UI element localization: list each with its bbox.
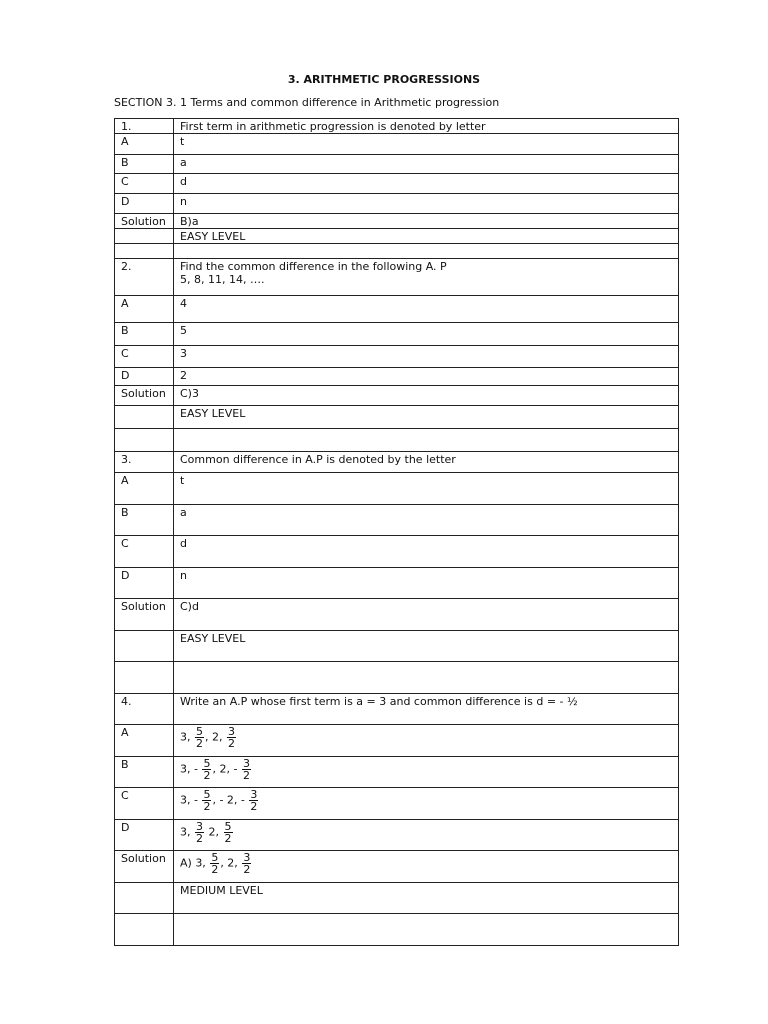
q3-question: Common difference in A.P is denoted by the letter: [174, 452, 679, 473]
denominator: 2: [243, 863, 251, 876]
math-text: 3, -: [180, 762, 198, 776]
math-text: 2,: [208, 825, 219, 839]
fraction: [242, 852, 251, 875]
empty-cell: [115, 631, 174, 662]
q4-question-row: [115, 694, 679, 725]
math-text: 3,: [180, 730, 191, 744]
fraction: [210, 852, 219, 875]
solution-text: C)3: [174, 386, 679, 406]
q2-question-line2: 5, 8, 11, 14, ….: [180, 273, 265, 286]
q4-level-row: [115, 883, 679, 914]
spacer-row: [115, 429, 679, 452]
option-label: A: [115, 134, 174, 155]
option-math: [174, 788, 679, 820]
solution-math: [174, 851, 679, 883]
denominator: 2: [250, 800, 258, 813]
q1-option-c-row: [115, 174, 679, 194]
empty-cell: [115, 406, 174, 429]
option-label: A: [115, 725, 174, 757]
numerator: 3: [250, 788, 258, 801]
q4-number: 4.: [115, 694, 174, 725]
q2-option-d-row: [115, 368, 679, 386]
math-expression: [180, 821, 234, 844]
empty-cell: [115, 244, 174, 259]
denominator: 2: [211, 863, 219, 876]
level-text: EASY LEVEL: [174, 631, 679, 662]
q2-option-b-row: [115, 323, 679, 346]
q2-question: [174, 259, 679, 296]
numerator: 5: [211, 851, 219, 864]
option-label: C: [115, 174, 174, 194]
q2-question-row: [115, 259, 679, 296]
empty-cell: [174, 914, 679, 946]
option-label: C: [115, 788, 174, 820]
math-text: 3,: [180, 825, 191, 839]
math-expression: [180, 789, 259, 812]
level-text: EASY LEVEL: [174, 406, 679, 429]
denominator: 2: [203, 769, 211, 782]
option-label: A: [115, 296, 174, 323]
option-label: C: [115, 536, 174, 568]
option-label: D: [115, 568, 174, 599]
q2-number: 2.: [115, 259, 174, 296]
option-label: B: [115, 757, 174, 788]
solution-label: Solution: [115, 386, 174, 406]
option-label: B: [115, 505, 174, 536]
math-expression: [180, 758, 252, 781]
q4-option-d-row: [115, 820, 679, 851]
numerator: 3: [243, 851, 251, 864]
fraction: [242, 758, 251, 781]
q3-option-d-row: [115, 568, 679, 599]
math-text: , 2,: [220, 856, 238, 870]
q4-option-b-row: [115, 757, 679, 788]
option-text: a: [174, 155, 679, 174]
solution-label: Solution: [115, 851, 174, 883]
option-text: d: [174, 536, 679, 568]
empty-cell: [174, 429, 679, 452]
option-label: B: [115, 155, 174, 174]
option-label: B: [115, 323, 174, 346]
level-text: EASY LEVEL: [174, 229, 679, 244]
section-heading: SECTION 3. 1 Terms and common difference in Arithmetic progression: [114, 96, 500, 109]
q1-option-b-row: [115, 155, 679, 174]
spacer-row: [115, 914, 679, 946]
q1-option-d-row: [115, 194, 679, 214]
fraction: [224, 821, 233, 844]
option-label: A: [115, 473, 174, 505]
solution-label: Solution: [115, 214, 174, 229]
q2-solution-row: [115, 386, 679, 406]
empty-cell: [115, 429, 174, 452]
q3-level-row: [115, 631, 679, 662]
fraction: [249, 789, 258, 812]
option-label: D: [115, 194, 174, 214]
numerator: 3: [228, 725, 235, 738]
q1-number: 1.: [115, 119, 174, 134]
solution-text: B)a: [174, 214, 679, 229]
empty-cell: [174, 244, 679, 259]
fraction: [195, 821, 204, 844]
math-text: , 2,: [205, 730, 223, 744]
q1-level-row: [115, 229, 679, 244]
denominator: 2: [196, 737, 203, 750]
option-text: n: [174, 568, 679, 599]
empty-cell: [115, 662, 174, 694]
option-text: d: [174, 174, 679, 194]
option-text: 2: [174, 368, 679, 386]
q1-solution-row: [115, 214, 679, 229]
q4-question: Write an A.P whose first term is a = 3 and common difference is d = - ½: [174, 694, 679, 725]
math-text: A) 3,: [180, 856, 206, 870]
question-table: [114, 118, 679, 946]
option-text: 5: [174, 323, 679, 346]
math-text: , 2, -: [212, 762, 238, 776]
denominator: 2: [242, 769, 250, 782]
q4-solution-row: [115, 851, 679, 883]
q4-option-c-row: [115, 788, 679, 820]
solution-label: Solution: [115, 599, 174, 631]
q1-question-row: [115, 119, 679, 134]
empty-cell: [115, 914, 174, 946]
q2-option-c-row: [115, 346, 679, 368]
option-math: [174, 757, 679, 788]
option-text: n: [174, 194, 679, 214]
fraction: [202, 758, 211, 781]
denominator: 2: [196, 832, 203, 845]
option-math: [174, 725, 679, 757]
q2-option-a-row: [115, 296, 679, 323]
spacer-row: [115, 244, 679, 259]
option-text: 4: [174, 296, 679, 323]
numerator: 5: [196, 725, 203, 738]
option-math: [174, 820, 679, 851]
q3-option-a-row: [115, 473, 679, 505]
math-expression: [180, 852, 252, 875]
q3-option-c-row: [115, 536, 679, 568]
numerator: 3: [196, 820, 203, 833]
option-text: 3: [174, 346, 679, 368]
fraction: [227, 726, 236, 749]
option-label: C: [115, 346, 174, 368]
math-text: 3, -: [180, 793, 198, 807]
q1-question: First term in arithmetic progression is denoted by letter: [174, 119, 679, 134]
spacer-row: [115, 662, 679, 694]
numerator: 5: [203, 757, 211, 770]
document-title: 3. ARITHMETIC PROGRESSIONS: [287, 73, 481, 86]
solution-text: C)d: [174, 599, 679, 631]
empty-cell: [174, 662, 679, 694]
option-text: t: [174, 473, 679, 505]
option-text: a: [174, 505, 679, 536]
level-text: MEDIUM LEVEL: [174, 883, 679, 914]
denominator: 2: [228, 737, 235, 750]
q2-question-line1: Find the common difference in the following A. P: [180, 260, 447, 273]
empty-cell: [115, 229, 174, 244]
q3-option-b-row: [115, 505, 679, 536]
q3-question-row: [115, 452, 679, 473]
q3-number: 3.: [115, 452, 174, 473]
fraction: [202, 789, 211, 812]
denominator: 2: [224, 832, 232, 845]
numerator: 5: [203, 788, 211, 801]
q4-option-a-row: [115, 725, 679, 757]
option-label: D: [115, 820, 174, 851]
q2-level-row: [115, 406, 679, 429]
option-label: D: [115, 368, 174, 386]
option-text: t: [174, 134, 679, 155]
numerator: 3: [242, 757, 250, 770]
math-expression: [180, 726, 237, 749]
math-text: , - 2, -: [212, 793, 245, 807]
q1-option-a-row: [115, 134, 679, 155]
q3-solution-row: [115, 599, 679, 631]
numerator: 5: [224, 820, 232, 833]
fraction: [195, 726, 204, 749]
empty-cell: [115, 883, 174, 914]
denominator: 2: [203, 800, 211, 813]
